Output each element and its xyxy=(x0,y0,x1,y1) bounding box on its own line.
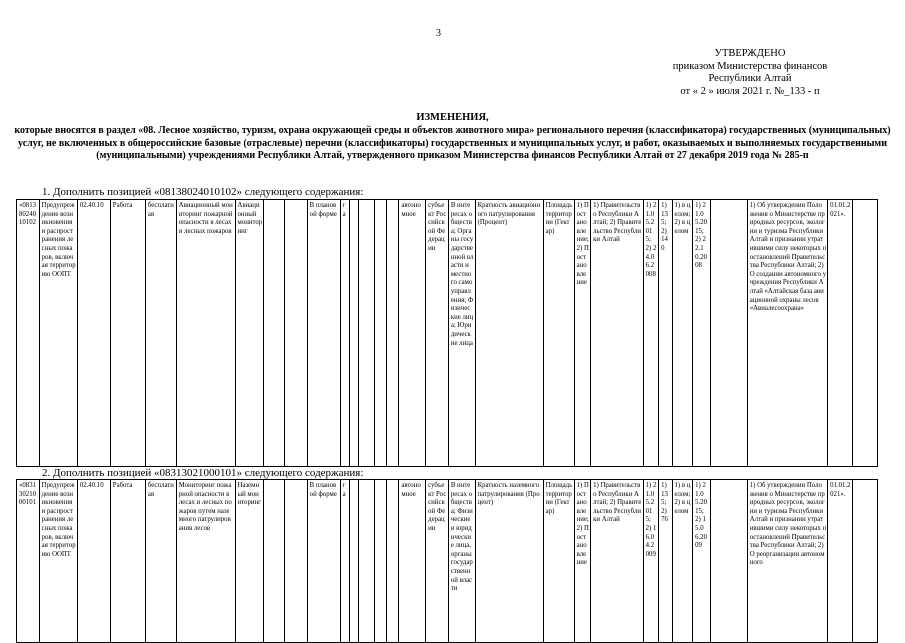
table-cell: Площадь территории (Гектар) xyxy=(543,200,574,467)
table-cell: автономное xyxy=(399,200,426,467)
table-cell: В интересах общества; Физические и юридические лица, органы государственной власти xyxy=(448,480,475,643)
table-cell xyxy=(264,200,285,467)
table-cell: 1) в целом; 2) в целом xyxy=(672,480,693,643)
table-cell: 1) Правительство Республики Алтай; 2) Правительство Республики Алтай xyxy=(591,480,644,643)
table-cell: Кратность наземного патрулирования (Процент) xyxy=(475,480,543,643)
table-cell xyxy=(349,200,358,467)
approval-line: Республики Алтай xyxy=(708,73,792,84)
approval-line: приказом Министерства финансов xyxy=(672,60,828,72)
section-heading: 1. Дополнить позицией «08138024010102» следующего содержания: xyxy=(42,186,364,198)
table-cell: га xyxy=(340,480,349,643)
table-cell: субъект Российской Федерации xyxy=(426,480,449,643)
table-cell: 1) в целом; 2) в целом xyxy=(672,200,693,467)
table-cell xyxy=(852,480,877,643)
table-cell: 1) 135; 2) 76 xyxy=(659,480,672,643)
table-cell: Авиационный мониторинг пожарной опасности в лесах и лесных пожаров xyxy=(176,200,235,467)
table-cell: 1) 21.05.2015; 2) 22.10.2008 xyxy=(693,200,711,467)
table-cell: Работа xyxy=(110,200,145,467)
table-cell: 1) 21.05.2015; 2) 15.06.2009 xyxy=(693,480,711,643)
table-cell: «08138024010102 xyxy=(17,200,40,467)
table-cell: Наземный мониторинг xyxy=(235,480,264,643)
table-cell: В плановой форме xyxy=(307,480,340,643)
table-cell xyxy=(374,200,386,467)
table-cell xyxy=(359,480,374,643)
table-cell: субъект Российской Федерации xyxy=(426,200,449,467)
table-cell xyxy=(387,480,399,643)
table-cell: Предупреждение возникновения и распространения лесных пожаров, включая территорию ООПТ xyxy=(39,480,77,643)
table-cell: Предупреждение возникновения и распространения лесных пожаров, включая территорию ООПТ xyxy=(39,200,77,467)
table-cell: Кратность авиационного патрулирования (Процент) xyxy=(475,200,543,467)
table-cell: 1) 135; 2) 140 xyxy=(659,200,672,467)
table-cell xyxy=(285,480,308,643)
document-subtitle: которые вносятся в раздел «08. Лесное хозяйство, туризм, охрана окружающей среды и объектов животного мира» регионального перечня (классификатора) государственных (муниципальных) услуг, не включенных в общероссийские базовые (отраслевые) перечни (классификаторы) государственных и муниципальных услуг, и работ, оказываемых и выполняемых государственными (муниципальными) учреждениями Республики Алтай, утвержденного приказом Министерства финансов Республики Алтай от 27 декабря 2019 года № 285-п xyxy=(14,125,891,161)
table-cell xyxy=(387,200,399,467)
table-cell xyxy=(710,480,747,643)
table-cell: 01.01.2021». xyxy=(828,480,853,643)
table-cell: 1) 21.05.2015; 2) 16.04.2009 xyxy=(643,480,658,643)
approval-block xyxy=(620,48,880,98)
approval-line: от « 2 » июля 2021 г. №_133 - п xyxy=(680,85,820,97)
table-cell: бесплатная xyxy=(145,200,176,467)
table-cell: 02.40.10 xyxy=(77,200,110,467)
table-cell: В плановой форме xyxy=(307,200,340,467)
table-cell: 1) Постановление; 2) Постановление xyxy=(574,200,590,467)
table-cell xyxy=(285,200,308,467)
table-cell: га xyxy=(340,200,349,467)
table-cell xyxy=(852,200,877,467)
table-cell: В интересах общества; Органы государственной власти и местного самоуправления; Физические лица; Юридические лица xyxy=(448,200,475,467)
table-cell xyxy=(349,480,358,643)
table-cell: 02.40.10 xyxy=(77,480,110,643)
table-cell: Мониторинг пожарной опасности в лесах и лесных пожаров путем наземного патрулирования лесов xyxy=(176,480,235,643)
table-cell: 1) Постановление; 2) Постановление xyxy=(574,480,590,643)
table-cell xyxy=(264,480,285,643)
table-cell xyxy=(374,480,386,643)
table-cell: 1) Об утверждении Положения о Министерстве природных ресурсов, экологии и туризма Республики Алтай и признании утратившими силу некоторых постановлений Правительства Республики Алтай; 2) О создании автономного учреждения Республики Алтай «Алтайская база авиационной охраны лесов «Авиалесоохрана» xyxy=(747,200,827,467)
table-cell xyxy=(359,200,374,467)
section-heading: 2. Дополнить позицией «08313021000101» следующего содержания: xyxy=(42,467,364,479)
table-cell: Площадь территории (Гектар) xyxy=(543,480,574,643)
table-row xyxy=(17,480,878,643)
table-cell: Работа xyxy=(110,480,145,643)
table-cell: 1) 21.05.2015; 2) 24.06.2008 xyxy=(643,200,658,467)
table-cell: 1) Об утверждении Положения о Министерстве природных ресурсов, экологии и туризма Республики Алтай и признании утратившими силу некоторых постановлений Правительства Республики Алтай; 2) О реорганизации автономного xyxy=(747,480,827,643)
table-cell: Авиационный мониторинг xyxy=(235,200,264,467)
table-cell xyxy=(710,200,747,467)
table-row xyxy=(17,200,878,467)
page-number: 3 xyxy=(436,28,441,39)
approval-line: УТВЕРЖДЕНО xyxy=(714,48,786,59)
changes-table xyxy=(16,199,878,467)
table-cell: 01.01.2021». xyxy=(828,200,853,467)
document-title: ИЗМЕНЕНИЯ, xyxy=(416,112,489,123)
table-cell: бесплатная xyxy=(145,480,176,643)
table-cell: 1) Правительство Республики Алтай; 2) Правительство Республики Алтай xyxy=(591,200,644,467)
table-cell: автономное xyxy=(399,480,426,643)
changes-table xyxy=(16,479,878,643)
table-cell: «08313021000101 xyxy=(17,480,40,643)
